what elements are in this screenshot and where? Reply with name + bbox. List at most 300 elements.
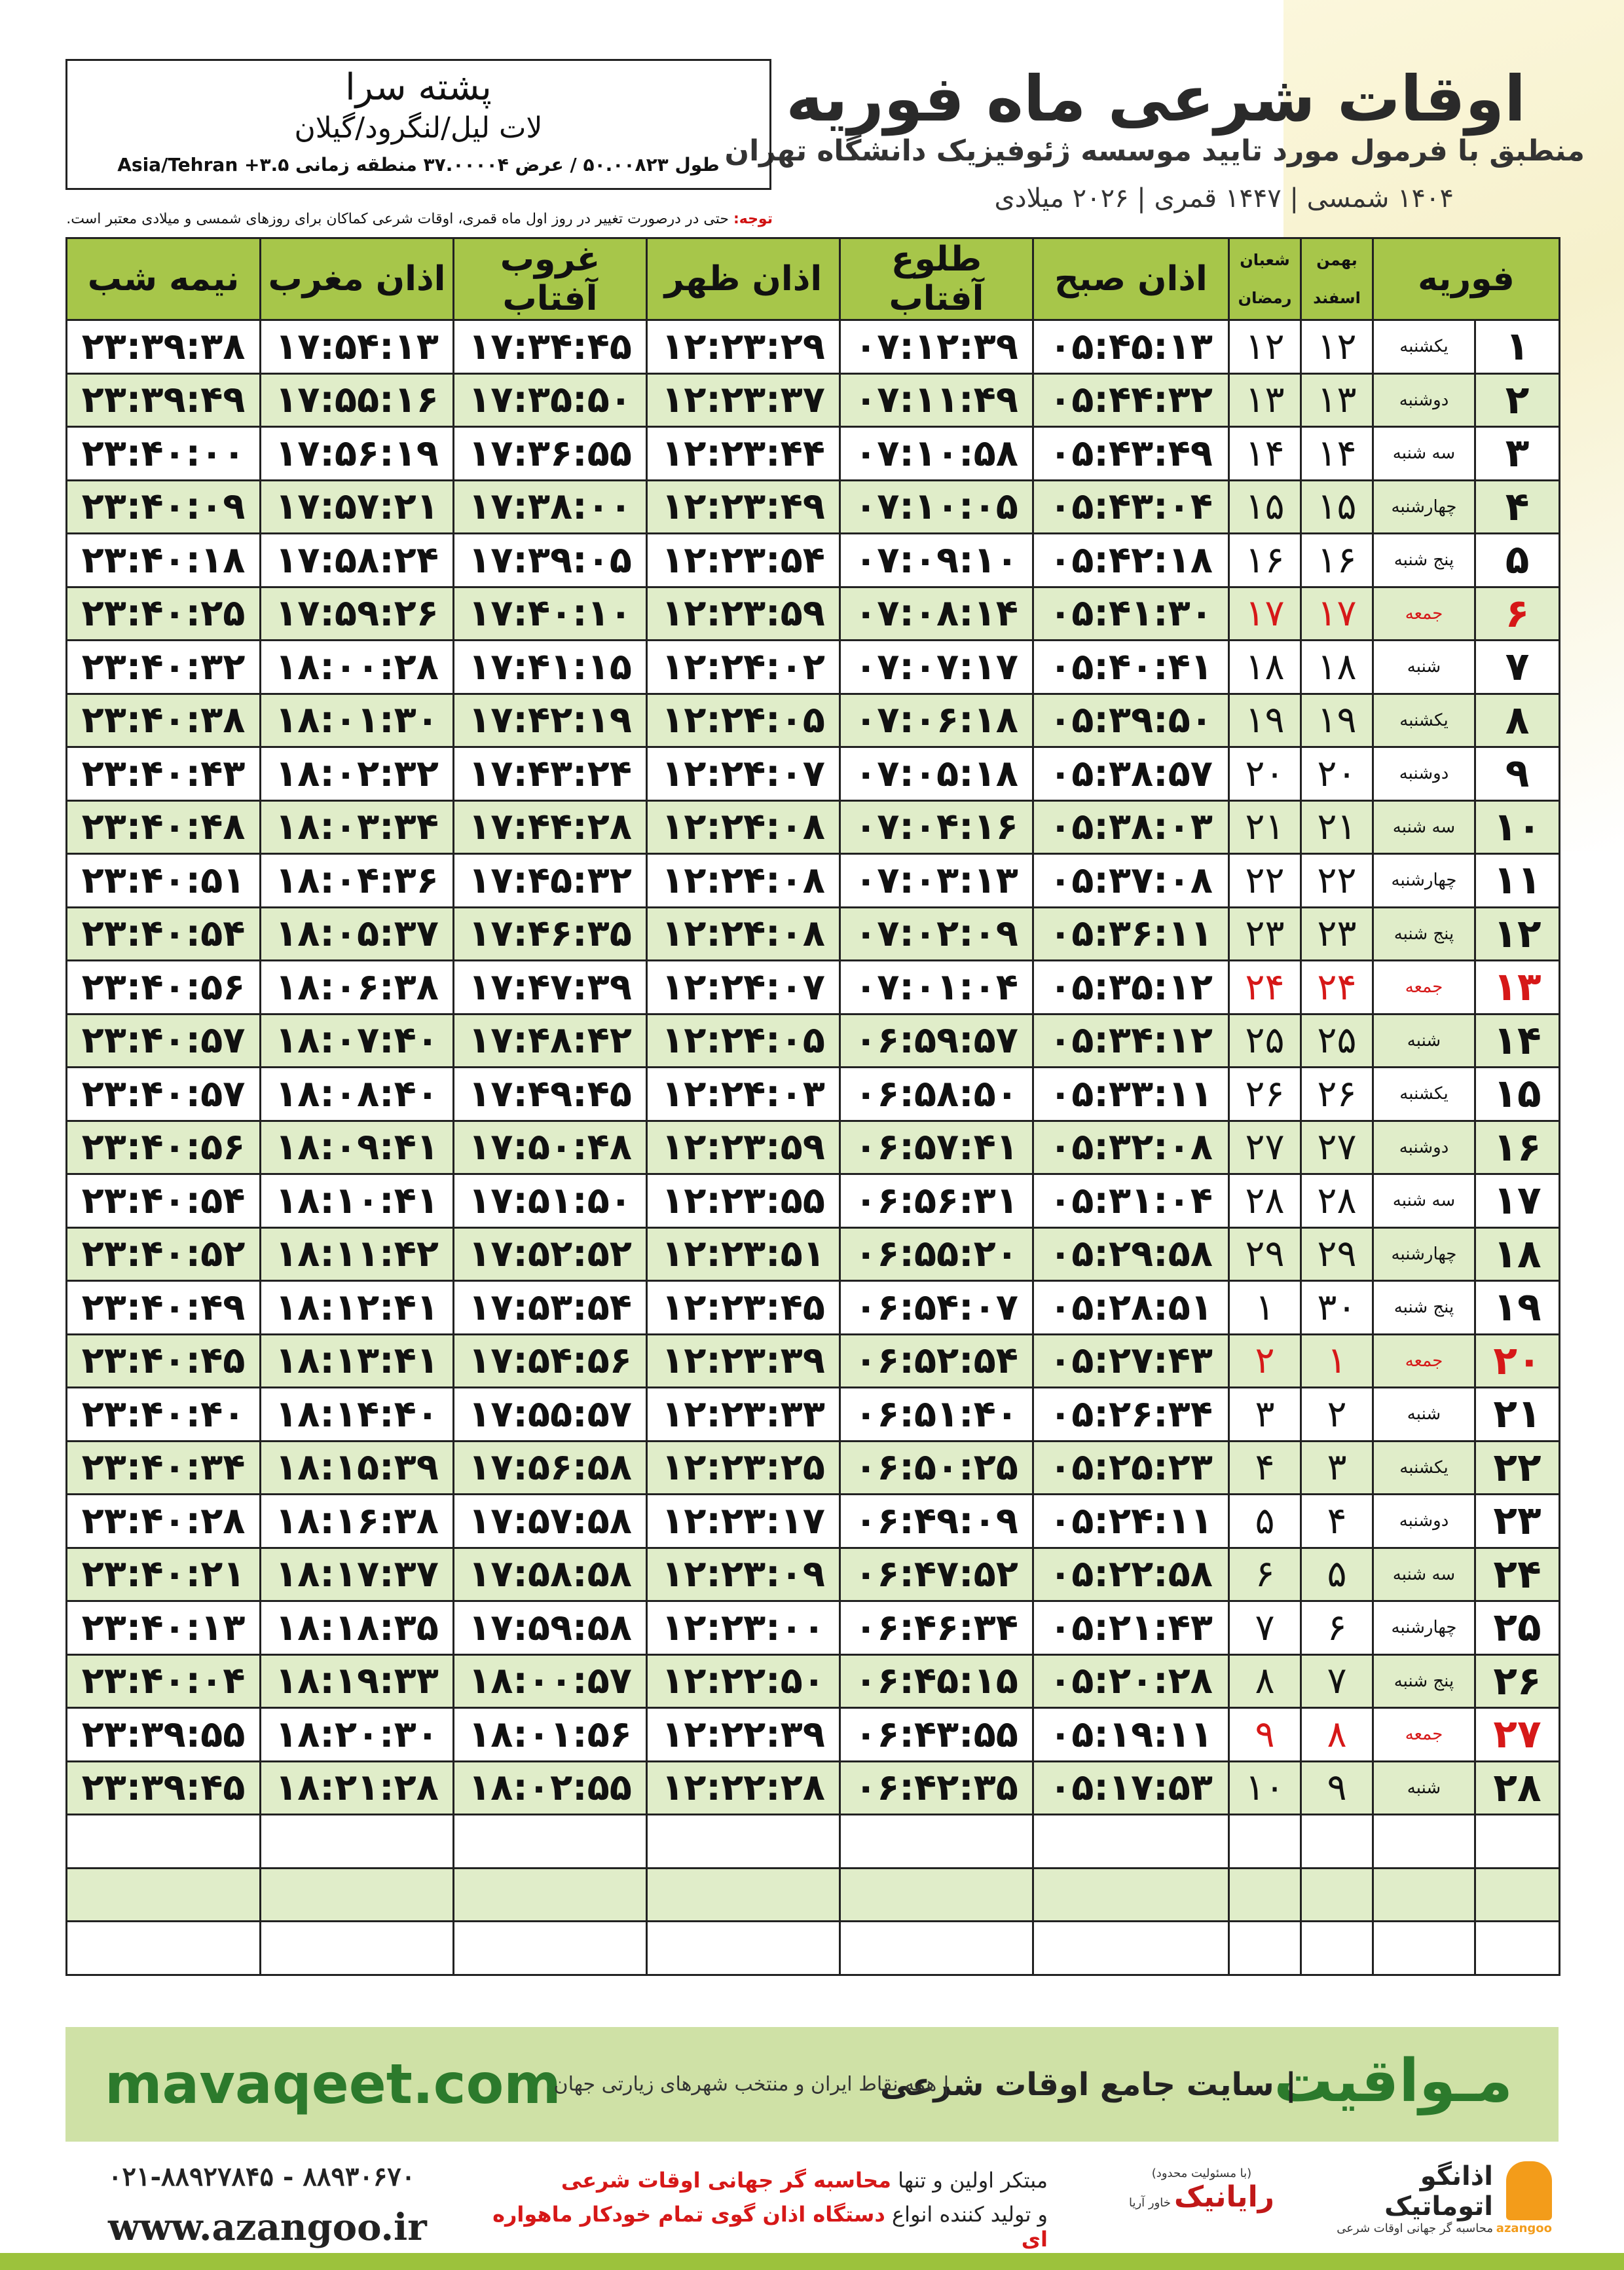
cell-sunset: ۱۷:۵۵:۵۷ [454,1388,647,1442]
empty-cell [261,1868,454,1922]
empty-cell [67,1868,261,1922]
cell-maghrib: ۱۷:۵۵:۱۶ [261,373,454,427]
cell-gregorian-day: ۲۵ [1475,1601,1560,1655]
table-row [67,587,1560,641]
empty-cell [1373,1922,1475,1975]
cell-midnight: ۲۳:۴۰:۳۸ [67,694,261,747]
cell-fajr: ۰۵:۴۳:۰۴ [1033,480,1229,534]
cell-hijri-day: ۱۰ [1229,1761,1301,1815]
cell-sunset: ۱۷:۴۰:۱۰ [454,587,647,641]
cell-dhuhr: ۱۲:۲۴:۰۷ [647,961,840,1014]
cell-dhuhr: ۱۲:۲۴:۰۵ [647,1014,840,1068]
empty-cell [647,1868,840,1922]
cell-midnight: ۲۳:۴۰:۴۹ [67,1281,261,1335]
calendar-years: ۱۴۰۴ شمسی | ۱۴۴۷ قمری | ۲۰۲۶ میلادی [994,183,1454,214]
cell-hijri-day: ۱۸ [1229,641,1301,694]
cell-weekday: جمعه [1373,961,1475,1014]
empty-cell [1301,1922,1373,1975]
header-fajr: اذان صبح [1033,238,1229,320]
cell-weekday: پنج شنبه [1373,1654,1475,1708]
cell-sunset: ۱۷:۴۲:۱۹ [454,694,647,747]
table-row [67,1281,1560,1335]
empty-cell [261,1815,454,1869]
cell-hijri-day: ۲۳ [1229,907,1301,961]
header-maghrib: اذان مغرب [261,238,454,320]
cell-midnight: ۲۳:۴۰:۲۱ [67,1548,261,1601]
empty-cell [1033,1922,1229,1975]
cell-fajr: ۰۵:۳۹:۵۰ [1033,694,1229,747]
cell-midnight: ۲۳:۴۰:۴۵ [67,1334,261,1388]
cell-sunrise: ۰۶:۵۲:۵۴ [840,1334,1033,1388]
cell-weekday: یکشنبه [1373,320,1475,374]
promo-line-2-text: و تولید کننده انواع [885,2202,1048,2227]
cell-fajr: ۰۵:۳۳:۱۱ [1033,1068,1229,1121]
header-sunrise: طلوع آفتاب [840,238,1033,320]
cell-sunrise: ۰۷:۰۵:۱۸ [840,747,1033,801]
cell-hijri-day: ۲۲ [1229,854,1301,908]
cell-gregorian-day: ۴ [1475,480,1560,534]
cell-hijri-day: ۲۱ [1229,800,1301,854]
table-header-row [67,238,1560,320]
table-row [67,1388,1560,1442]
cell-maghrib: ۱۷:۵۴:۱۳ [261,320,454,374]
cell-maghrib: ۱۸:۱۲:۴۱ [261,1281,454,1335]
cell-weekday: دوشنبه [1373,747,1475,801]
cell-weekday: شنبه [1373,1388,1475,1442]
cell-midnight: ۲۳:۴۰:۵۲ [67,1227,261,1281]
header-shamsi-top: بهمن [1316,251,1357,269]
cell-maghrib: ۱۷:۵۸:۲۴ [261,534,454,587]
cell-hijri-day: ۷ [1229,1601,1301,1655]
cell-gregorian-day: ۳ [1475,427,1560,481]
cell-sunrise: ۰۷:۱۲:۳۹ [840,320,1033,374]
cell-midnight: ۲۳:۴۰:۲۸ [67,1495,261,1548]
cell-midnight: ۲۳:۴۰:۴۰ [67,1388,261,1442]
cell-sunset: ۱۷:۳۸:۰۰ [454,480,647,534]
website-link[interactable]: mavaqeet.com [105,2052,561,2116]
empty-cell [1229,1922,1301,1975]
cell-sunset: ۱۷:۵۰:۴۸ [454,1121,647,1174]
cell-fajr: ۰۵:۲۴:۱۱ [1033,1495,1229,1548]
table-row [67,1495,1560,1548]
cell-sunrise: ۰۶:۵۹:۵۷ [840,1014,1033,1068]
empty-cell [67,1815,261,1869]
table-row [67,1014,1560,1068]
cell-gregorian-day: ۵ [1475,534,1560,587]
cell-dhuhr: ۱۲:۲۳:۳۷ [647,373,840,427]
cell-sunset: ۱۷:۳۴:۴۵ [454,320,647,374]
cell-midnight: ۲۳:۴۰:۰۰ [67,427,261,481]
azangoo-logo [1303,2161,1552,2233]
cell-shamsi-day: ۴ [1301,1495,1373,1548]
cell-sunrise: ۰۶:۵۶:۳۱ [840,1174,1033,1228]
cell-fajr: ۰۵:۴۴:۳۲ [1033,373,1229,427]
cell-sunrise: ۰۷:۰۶:۱۸ [840,694,1033,747]
cell-shamsi-day: ۱۸ [1301,641,1373,694]
cell-sunset: ۱۷:۵۴:۵۶ [454,1334,647,1388]
cell-maghrib: ۱۸:۰۱:۳۰ [261,694,454,747]
phone-numbers: ۰۲۱-۸۸۹۲۷۸۴۵ - ۸۸۹۳۰۶۷۰ [108,2161,416,2192]
cell-maghrib: ۱۸:۰۷:۴۰ [261,1014,454,1068]
empty-cell [1475,1922,1560,1975]
cell-sunrise: ۰۷:۰۳:۱۳ [840,854,1033,908]
header-midnight: نیمه شب [67,238,261,320]
cell-dhuhr: ۱۲:۲۳:۵۹ [647,587,840,641]
cell-weekday: دوشنبه [1373,373,1475,427]
cell-hijri-day: ۱۷ [1229,587,1301,641]
cell-gregorian-day: ۱۷ [1475,1174,1560,1228]
empty-cell [1229,1868,1301,1922]
cell-sunset: ۱۷:۴۷:۳۹ [454,961,647,1014]
azangoo-website-link[interactable]: www.azangoo.ir [108,2206,427,2249]
cell-sunset: ۱۷:۳۵:۵۰ [454,373,647,427]
cell-dhuhr: ۱۲:۲۴:۰۳ [647,1068,840,1121]
cell-sunrise: ۰۶:۴۷:۵۲ [840,1548,1033,1601]
cell-shamsi-day: ۲۹ [1301,1227,1373,1281]
empty-cell [1301,1815,1373,1869]
cell-sunrise: ۰۷:۰۴:۱۶ [840,800,1033,854]
cell-sunset: ۱۷:۳۶:۵۵ [454,427,647,481]
cell-midnight: ۲۳:۴۰:۵۴ [67,1174,261,1228]
cell-midnight: ۲۳:۴۰:۳۲ [67,641,261,694]
table-row [67,907,1560,961]
brand-description: | همه نقاط ایران و منتخب شهرهای زیارتی جهان [553,2073,950,2096]
page-subtitle: منطبق با فرمول مورد تایید موسسه ژئوفیزیک دانشگاه تهران [724,134,1585,168]
cell-hijri-day: ۵ [1229,1495,1301,1548]
empty-cell [1033,1868,1229,1922]
header-hijri-bottom: رمضان [1238,289,1292,307]
cell-sunrise: ۰۷:۱۰:۵۸ [840,427,1033,481]
table-row [67,1761,1560,1815]
cell-sunrise: ۰۷:۰۹:۱۰ [840,534,1033,587]
cell-hijri-day: ۱ [1229,1281,1301,1335]
location-region: لات لیل/لنگرود/گیلان [294,111,543,145]
brand-tagline: | سایت جامع اوقات شرعی [880,2066,1297,2103]
cell-midnight: ۲۳:۴۰:۵۱ [67,854,261,908]
cell-fajr: ۰۵:۲۲:۵۸ [1033,1548,1229,1601]
header-sunset: غروب آفتاب [454,238,647,320]
cell-fajr: ۰۵:۳۸:۰۳ [1033,800,1229,854]
cell-dhuhr: ۱۲:۲۳:۴۴ [647,427,840,481]
cell-maghrib: ۱۸:۱۳:۴۱ [261,1334,454,1388]
cell-sunrise: ۰۶:۵۵:۲۰ [840,1227,1033,1281]
cell-fajr: ۰۵:۲۶:۳۴ [1033,1388,1229,1442]
cell-maghrib: ۱۸:۱۵:۳۹ [261,1441,454,1495]
cell-fajr: ۰۵:۴۵:۱۳ [1033,320,1229,374]
cell-sunset: ۱۷:۴۱:۱۵ [454,641,647,694]
empty-cell [67,1922,261,1975]
cell-sunrise: ۰۷:۰۲:۰۹ [840,907,1033,961]
cell-weekday: چهارشنبه [1373,854,1475,908]
cell-sunset: ۱۸:۰۲:۵۵ [454,1761,647,1815]
cell-sunset: ۱۷:۴۸:۴۲ [454,1014,647,1068]
cell-fajr: ۰۵:۲۹:۵۸ [1033,1227,1229,1281]
table-row [67,854,1560,908]
cell-dhuhr: ۱۲:۲۲:۲۸ [647,1761,840,1815]
cell-shamsi-day: ۱۹ [1301,694,1373,747]
cell-shamsi-day: ۵ [1301,1548,1373,1601]
cell-sunrise: ۰۶:۴۵:۱۵ [840,1654,1033,1708]
cell-shamsi-day: ۱۴ [1301,427,1373,481]
header-dhuhr: اذان ظهر [647,238,840,320]
cell-dhuhr: ۱۲:۲۳:۲۵ [647,1441,840,1495]
cell-fajr: ۰۵:۱۹:۱۱ [1033,1708,1229,1762]
table-row [67,534,1560,587]
location-coordinates: طول ۵۰.۰۰۸۲۳ / عرض ۳۷.۰۰۰۰۴ منطقه زمانی ۳.۵+ Asia/Tehran [117,154,720,176]
cell-maghrib: ۱۷:۵۷:۲۱ [261,480,454,534]
cell-weekday: یکشنبه [1373,1068,1475,1121]
table-row [67,747,1560,801]
cell-weekday: سه شنبه [1373,1548,1475,1601]
cell-hijri-day: ۱۵ [1229,480,1301,534]
cell-midnight: ۲۳:۳۹:۴۵ [67,1761,261,1815]
cell-weekday: چهارشنبه [1373,480,1475,534]
cell-gregorian-day: ۱۴ [1475,1014,1560,1068]
table-row [67,1601,1560,1655]
promo-line-1-text: مبتکر اولین و تنها [891,2168,1048,2193]
brand-logo-text: مـواقیت [1274,2047,1513,2115]
cell-fajr: ۰۵:۴۳:۴۹ [1033,427,1229,481]
rayanik-logo [1123,2167,1280,2225]
cell-gregorian-day: ۱۳ [1475,961,1560,1014]
cell-gregorian-day: ۱۱ [1475,854,1560,908]
cell-shamsi-day: ۲۰ [1301,747,1373,801]
empty-table-row [67,1868,1560,1922]
table-row [67,427,1560,481]
cell-sunrise: ۰۶:۵۷:۴۱ [840,1121,1033,1174]
cell-weekday: یکشنبه [1373,694,1475,747]
cell-gregorian-day: ۲۳ [1475,1495,1560,1548]
cell-gregorian-day: ۲۴ [1475,1548,1560,1601]
location-box [65,59,771,190]
cell-sunrise: ۰۶:۴۳:۵۵ [840,1708,1033,1762]
cell-sunset: ۱۷:۵۹:۵۸ [454,1601,647,1655]
cell-fajr: ۰۵:۳۶:۱۱ [1033,907,1229,961]
cell-hijri-day: ۱۳ [1229,373,1301,427]
cell-shamsi-day: ۲ [1301,1388,1373,1442]
empty-cell [1229,1815,1301,1869]
cell-sunset: ۱۷:۵۱:۵۰ [454,1174,647,1228]
promo-line-2-highlight: دستگاه اذان گوی تمام خودکار ماهواره ای [492,2202,1048,2252]
cell-maghrib: ۱۸:۰۲:۳۲ [261,747,454,801]
cell-weekday: چهارشنبه [1373,1227,1475,1281]
cell-fajr: ۰۵:۳۷:۰۸ [1033,854,1229,908]
cell-fajr: ۰۵:۲۷:۴۳ [1033,1334,1229,1388]
header-shamsi [1301,238,1373,320]
cell-weekday: سه شنبه [1373,427,1475,481]
cell-hijri-day: ۲۸ [1229,1174,1301,1228]
cell-midnight: ۲۳:۳۹:۵۵ [67,1708,261,1762]
cell-sunset: ۱۷:۴۹:۴۵ [454,1068,647,1121]
cell-hijri-day: ۸ [1229,1654,1301,1708]
empty-cell [454,1868,647,1922]
cell-shamsi-day: ۳ [1301,1441,1373,1495]
page-title: اوقات شرعی ماه فوریه [786,62,1526,136]
cell-gregorian-day: ۱۶ [1475,1121,1560,1174]
cell-dhuhr: ۱۲:۲۳:۵۴ [647,534,840,587]
empty-cell [454,1815,647,1869]
cell-hijri-day: ۶ [1229,1548,1301,1601]
cell-fajr: ۰۵:۱۷:۵۳ [1033,1761,1229,1815]
cell-hijri-day: ۲۷ [1229,1121,1301,1174]
header-shamsi-bottom: اسفند [1313,289,1361,307]
cell-dhuhr: ۱۲:۲۴:۰۷ [647,747,840,801]
footer-banner [65,2027,1559,2142]
cell-dhuhr: ۱۲:۲۳:۳۹ [647,1334,840,1388]
minaret-icon [1506,2161,1552,2220]
cell-fajr: ۰۵:۳۲:۰۸ [1033,1121,1229,1174]
cell-dhuhr: ۱۲:۲۲:۳۹ [647,1708,840,1762]
notice [65,211,773,227]
cell-hijri-day: ۳ [1229,1388,1301,1442]
cell-sunrise: ۰۶:۴۶:۳۴ [840,1601,1033,1655]
cell-midnight: ۲۳:۴۰:۰۴ [67,1654,261,1708]
table-row [67,373,1560,427]
cell-sunrise: ۰۷:۱۱:۴۹ [840,373,1033,427]
empty-table-row [67,1922,1560,1975]
empty-cell [1301,1868,1373,1922]
cell-maghrib: ۱۸:۲۰:۳۰ [261,1708,454,1762]
empty-cell [840,1815,1033,1869]
cell-fajr: ۰۵:۳۸:۵۷ [1033,747,1229,801]
cell-weekday: جمعه [1373,587,1475,641]
cell-shamsi-day: ۲۳ [1301,907,1373,961]
azangoo-sub: محاسبه گر جهانی اوقات شرعی [1337,2222,1493,2235]
cell-midnight: ۲۳:۴۰:۵۶ [67,1121,261,1174]
table-row [67,1441,1560,1495]
cell-sunrise: ۰۷:۱۰:۰۵ [840,480,1033,534]
empty-cell [261,1922,454,1975]
table-row [67,1548,1560,1601]
cell-hijri-day: ۱۴ [1229,427,1301,481]
cell-sunrise: ۰۷:۰۱:۰۴ [840,961,1033,1014]
cell-dhuhr: ۱۲:۲۴:۰۸ [647,854,840,908]
cell-maghrib: ۱۷:۵۹:۲۶ [261,587,454,641]
cell-maghrib: ۱۸:۰۸:۴۰ [261,1068,454,1121]
cell-maghrib: ۱۸:۰۶:۳۸ [261,961,454,1014]
cell-gregorian-day: ۱۲ [1475,907,1560,961]
cell-dhuhr: ۱۲:۲۴:۰۸ [647,800,840,854]
cell-fajr: ۰۵:۲۸:۵۱ [1033,1281,1229,1335]
cell-maghrib: ۱۸:۱۰:۴۱ [261,1174,454,1228]
cell-sunrise: ۰۶:۵۰:۲۵ [840,1441,1033,1495]
empty-table-row [67,1815,1560,1869]
table-row [67,320,1560,374]
cell-maghrib: ۱۸:۰۳:۳۴ [261,800,454,854]
notice-label: توجه: [733,211,773,227]
cell-sunset: ۱۷:۳۹:۰۵ [454,534,647,587]
cell-dhuhr: ۱۲:۲۳:۴۵ [647,1281,840,1335]
cell-shamsi-day: ۲۱ [1301,800,1373,854]
empty-cell [1475,1815,1560,1869]
cell-maghrib: ۱۸:۰۰:۲۸ [261,641,454,694]
cell-gregorian-day: ۱۹ [1475,1281,1560,1335]
cell-maghrib: ۱۸:۱۸:۳۵ [261,1601,454,1655]
cell-gregorian-day: ۱ [1475,320,1560,374]
cell-shamsi-day: ۱۶ [1301,534,1373,587]
cell-sunrise: ۰۶:۵۱:۴۰ [840,1388,1033,1442]
cell-gregorian-day: ۲۱ [1475,1388,1560,1442]
cell-shamsi-day: ۹ [1301,1761,1373,1815]
cell-sunset: ۱۷:۵۲:۵۲ [454,1227,647,1281]
table-row [67,480,1560,534]
promo-line-2 [471,2202,1048,2252]
cell-fajr: ۰۵:۳۱:۰۴ [1033,1174,1229,1228]
empty-cell [647,1922,840,1975]
table-row [67,1227,1560,1281]
cell-midnight: ۲۳:۴۰:۴۳ [67,747,261,801]
cell-weekday: شنبه [1373,641,1475,694]
cell-maghrib: ۱۸:۱۱:۴۲ [261,1227,454,1281]
cell-maghrib: ۱۸:۱۴:۴۰ [261,1388,454,1442]
cell-shamsi-day: ۶ [1301,1601,1373,1655]
cell-sunrise: ۰۶:۴۹:۰۹ [840,1495,1033,1548]
cell-gregorian-day: ۲ [1475,373,1560,427]
table-row [67,1334,1560,1388]
cell-gregorian-day: ۷ [1475,641,1560,694]
cell-maghrib: ۱۸:۲۱:۲۸ [261,1761,454,1815]
cell-maghrib: ۱۷:۵۶:۱۹ [261,427,454,481]
table-row [67,800,1560,854]
cell-weekday: جمعه [1373,1708,1475,1762]
cell-weekday: پنج شنبه [1373,534,1475,587]
table-row [67,1708,1560,1762]
cell-midnight: ۲۳:۴۰:۵۴ [67,907,261,961]
cell-hijri-day: ۴ [1229,1441,1301,1495]
empty-cell [647,1815,840,1869]
cell-hijri-day: ۲۰ [1229,747,1301,801]
cell-weekday: شنبه [1373,1014,1475,1068]
cell-midnight: ۲۳:۴۰:۵۷ [67,1014,261,1068]
cell-shamsi-day: ۸ [1301,1708,1373,1762]
cell-shamsi-day: ۱۷ [1301,587,1373,641]
table-row [67,961,1560,1014]
table-row [67,1121,1560,1174]
cell-sunset: ۱۷:۵۷:۵۸ [454,1495,647,1548]
cell-weekday: دوشنبه [1373,1121,1475,1174]
cell-shamsi-day: ۲۵ [1301,1014,1373,1068]
cell-midnight: ۲۳:۴۰:۴۸ [67,800,261,854]
cell-fajr: ۰۵:۲۰:۲۸ [1033,1654,1229,1708]
cell-shamsi-day: ۲۲ [1301,854,1373,908]
cell-sunset: ۱۷:۵۶:۵۸ [454,1441,647,1495]
cell-gregorian-day: ۱۸ [1475,1227,1560,1281]
location-city: پشته سرا [345,66,492,109]
cell-dhuhr: ۱۲:۲۴:۰۵ [647,694,840,747]
empty-cell [454,1922,647,1975]
cell-sunset: ۱۷:۵۸:۵۸ [454,1548,647,1601]
cell-maghrib: ۱۸:۰۹:۴۱ [261,1121,454,1174]
bottom-bar [0,2253,1624,2270]
cell-midnight: ۲۳:۴۰:۰۹ [67,480,261,534]
cell-dhuhr: ۱۲:۲۴:۰۸ [647,907,840,961]
cell-dhuhr: ۱۲:۲۳:۴۹ [647,480,840,534]
header-month: فوریه [1373,238,1560,320]
cell-hijri-day: ۲ [1229,1334,1301,1388]
cell-sunrise: ۰۶:۴۲:۳۵ [840,1761,1033,1815]
cell-maghrib: ۱۸:۱۹:۳۳ [261,1654,454,1708]
cell-maghrib: ۱۸:۰۵:۳۷ [261,907,454,961]
cell-maghrib: ۱۸:۱۷:۳۷ [261,1548,454,1601]
cell-dhuhr: ۱۲:۲۳:۲۹ [647,320,840,374]
table-row [67,1174,1560,1228]
cell-hijri-day: ۱۲ [1229,320,1301,374]
cell-shamsi-day: ۷ [1301,1654,1373,1708]
cell-fajr: ۰۵:۴۱:۳۰ [1033,587,1229,641]
cell-midnight: ۲۳:۳۹:۴۹ [67,373,261,427]
cell-hijri-day: ۱۹ [1229,694,1301,747]
cell-shamsi-day: ۱۵ [1301,480,1373,534]
